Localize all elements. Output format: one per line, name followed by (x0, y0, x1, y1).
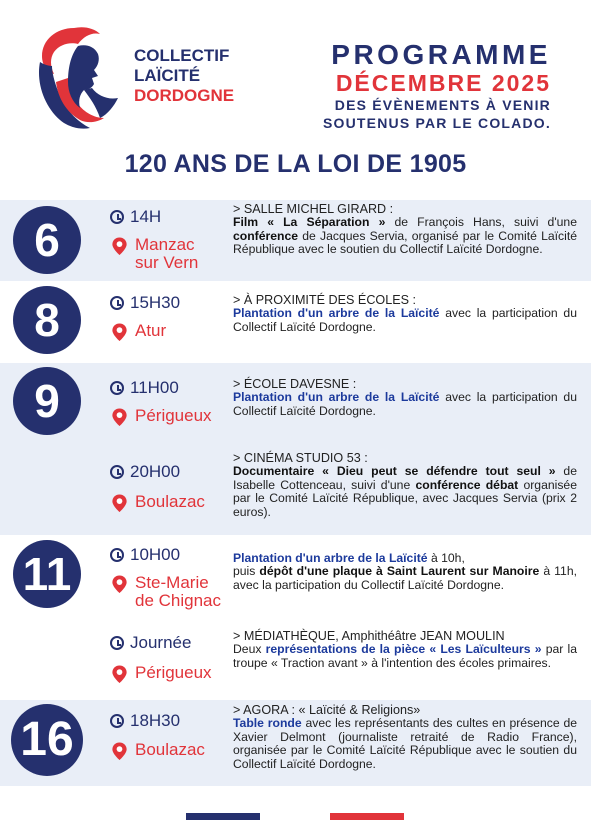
event-description: > ÉCOLE DAVESNE : Plantation d'un arbre de la Laïcité avec la participation du Collectif Laïcité Dordogne. (233, 377, 577, 418)
day-badge: 8 (13, 286, 81, 354)
org-line-1: COLLECTIF (134, 46, 230, 65)
event-description: > À PROXIMITÉ DES ÉCOLES : Plantation d'un arbre de la Laïcité avec la participation du Collectif Laïcité Dordogne. (233, 293, 577, 334)
event-time: 18H30 (110, 710, 180, 732)
org-line-2: LAÏCITÉ (134, 66, 201, 85)
event-place: Périgueux (110, 664, 212, 684)
event-venue: > CINÉMA STUDIO 53 : (233, 451, 368, 465)
event-description: > AGORA : « Laïcité & Religions» Table ronde avec les représentants des cultes en présence de Xavier Delmont (journaliste retraité de Radio France), organisée par le Comité Laïcité République avec le soutien du Collectif Laïcité Dordogne. (233, 703, 578, 771)
event-time: 11H00 (110, 377, 179, 399)
event-description: > CINÉMA STUDIO 53 : Documentaire « Dieu peut se défendre tout seul » de Isabelle Cottenceau, suivi d'une conférence débat organisée par le Comité Laïcité République, avec Jacques Servia (prix 2 euros). (233, 451, 577, 519)
event-venue: > AGORA : « Laïcité & Religions» (233, 703, 421, 717)
clock-icon (110, 381, 124, 395)
event-description: Plantation d'un arbre de la Laïcité à 10h, puis dépôt d'une plaque à Saint Laurent sur Manoire à 11h, avec la participation du Collectif Laïcité Dordogne. (233, 551, 577, 592)
event-venue: > MÉDIATHÈQUE, Amphithéâtre JEAN MOULIN (233, 629, 505, 643)
location-pin-icon (110, 574, 129, 594)
clock-icon (110, 636, 124, 650)
event-time: Journée (110, 632, 191, 654)
event-place: Boulazac (110, 741, 205, 761)
clock-icon (110, 714, 124, 728)
event-venue: > À PROXIMITÉ DES ÉCOLES : (233, 293, 417, 307)
location-pin-icon (110, 236, 129, 256)
event-description: > SALLE MICHEL GIRARD : Film « La Séparation » de François Hans, suivi d'une conférence de Jacques Servia, organisé par le Comité Laïcité République avec le soutien du Collectif Laïcité Dordogne. (233, 202, 577, 257)
programme-title: PROGRAMME (331, 39, 551, 70)
clock-icon (110, 210, 124, 224)
event-time: 15H30 (110, 292, 180, 314)
location-pin-icon (110, 664, 129, 684)
page-title: 120 ANS DE LA LOI DE 1905 (124, 150, 467, 178)
marianne-logo-icon (34, 22, 126, 134)
clock-icon (110, 548, 124, 562)
location-pin-icon (110, 493, 129, 513)
event-place: Manzac sur Vern (110, 236, 198, 272)
event-time: 14H (110, 206, 161, 228)
event-place: Ste-Marie de Chignac (110, 574, 221, 610)
day-badge: 9 (13, 367, 81, 435)
clock-icon (110, 465, 124, 479)
programme-heading (323, 40, 551, 132)
programme-subtitle-2: SOUTENUS PAR LE COLADO. (322, 115, 551, 131)
header (0, 0, 591, 150)
day-badge: 16 (11, 704, 83, 776)
programme-date: DÉCEMBRE 2025 (335, 70, 551, 96)
location-pin-icon (110, 741, 129, 761)
event-venue: > SALLE MICHEL GIRARD : (233, 202, 394, 216)
event-place: Atur (110, 322, 166, 342)
programme-subtitle-1: DES ÉVÈNEMENTS À VENIR (334, 97, 551, 113)
flag-stripe-blue (186, 813, 260, 820)
organization-name (134, 46, 234, 106)
event-place: Boulazac (110, 493, 205, 513)
event-time: 10H00 (110, 544, 180, 566)
day-badge: 6 (13, 206, 81, 274)
day-badge: 11 (13, 540, 81, 608)
location-pin-icon (110, 407, 129, 427)
clock-icon (110, 296, 124, 310)
flag-stripe-red (330, 813, 404, 820)
location-pin-icon (110, 322, 129, 342)
event-time: 20H00 (110, 461, 180, 483)
event-venue: > ÉCOLE DAVESNE : (233, 377, 357, 391)
event-place: Périgueux (110, 407, 212, 427)
event-description: > MÉDIATHÈQUE, Amphithéâtre JEAN MOULIN Deux représentations de la pièce « Les Laïculteurs » par la troupe « Traction avant » à l'intention des écoles primaires. (233, 629, 577, 670)
org-line-3: DORDOGNE (134, 86, 235, 105)
